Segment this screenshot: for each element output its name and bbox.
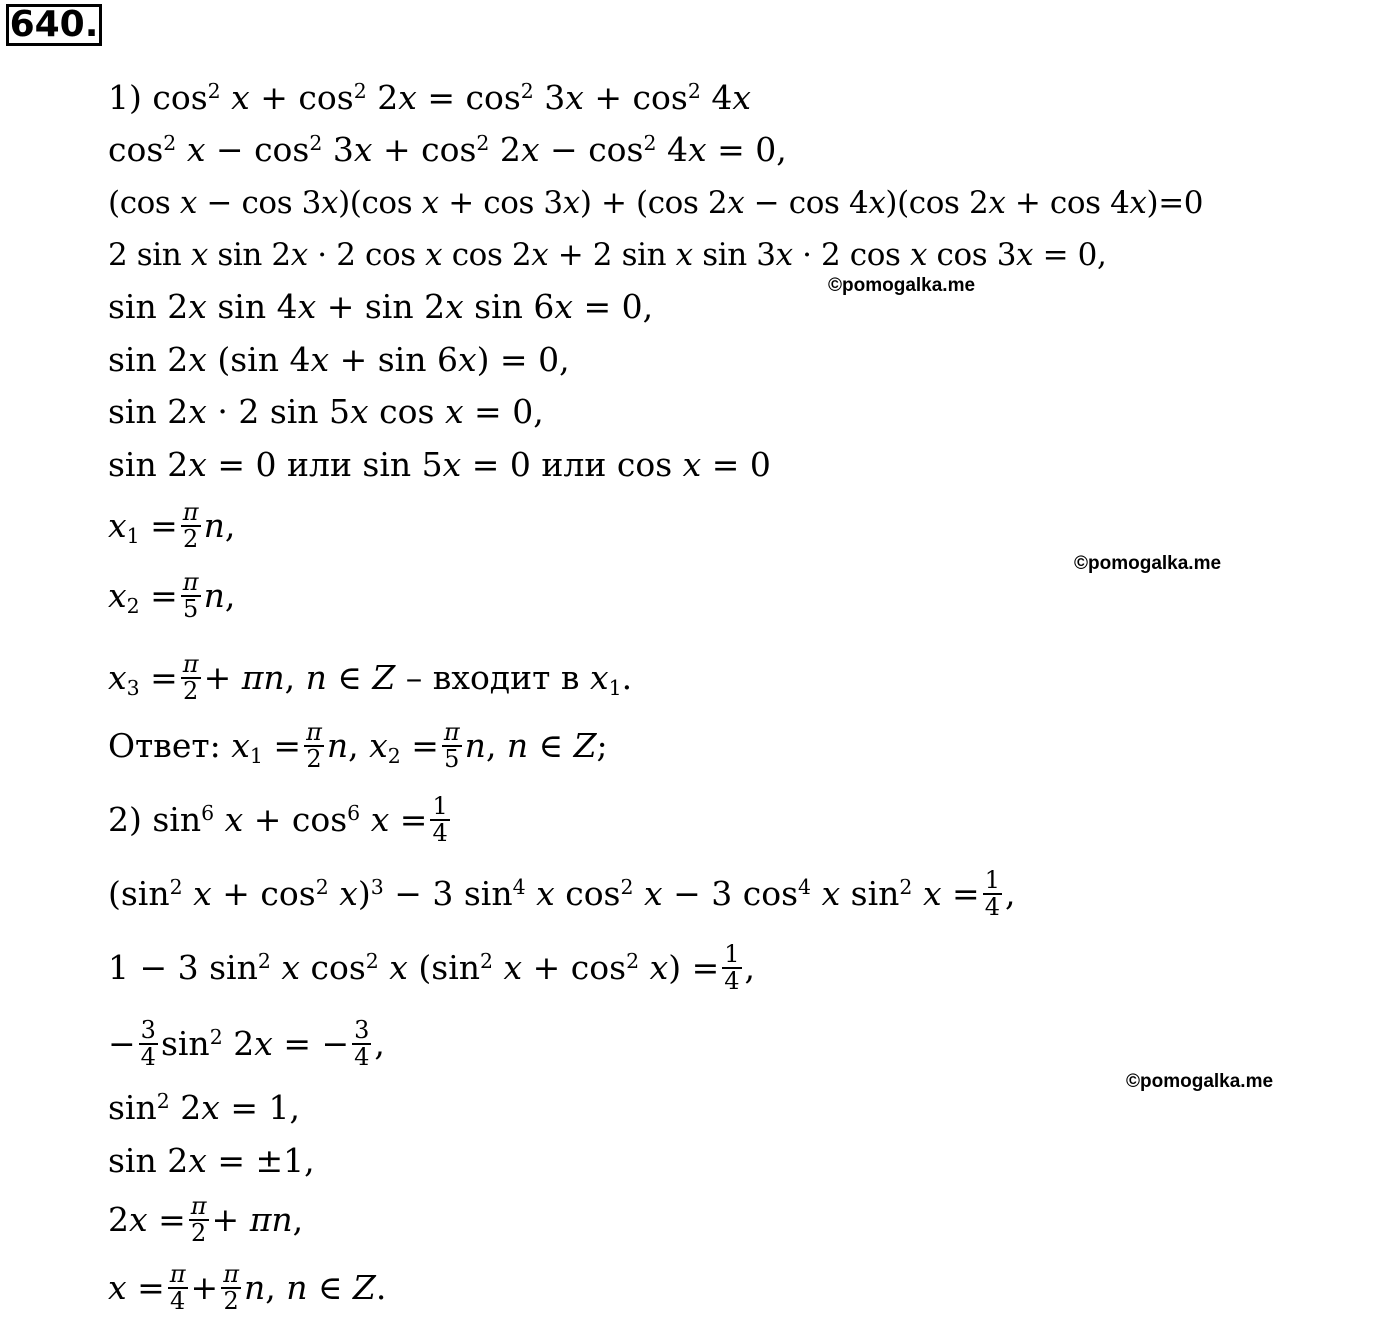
part-label: 1) (108, 78, 142, 117)
equation-line: (cos x − cos 3x)(cos x + cos 3x) + (cos 2x − cos 4x)(cos 2x + cos 4x)=0 (108, 185, 1204, 221)
fraction: $\frac{1}{4}$ (984, 866, 1000, 921)
equation-line: 2 sin x sin 2x · 2 cos x cos 2x + 2 sin x sin 3x · 2 cos x cos 3x = 0, (108, 237, 1107, 273)
fraction: $\frac{\pi}{2}$ (182, 498, 199, 553)
fraction: $\frac{\pi}{2}$ (223, 1260, 239, 1315)
equation-line: $x_3$ = $\frac{\pi}{2}$ + πn, n ∈ Z – входит в $x_1$. (108, 650, 633, 705)
answer-line: Ответ: $x_1$ = $\frac{\pi}{2}$ n, $x_2$ = $\frac{\pi}{5}$ n, n ∈ Z; (108, 718, 608, 773)
equation-line: $\sin^2 2x = 1$, (108, 1088, 301, 1127)
fraction: $\frac{\pi}{5}$ (443, 718, 460, 773)
fraction: $\frac{\pi}{2}$ (190, 1192, 207, 1247)
watermark: ©pomogalka.me (828, 275, 976, 296)
word-enters: входит в (432, 658, 580, 697)
equation-line: $\cos^2 x - \cos^2 3x + \cos^2 2x - \cos^2 4x = 0$, (108, 130, 787, 169)
fraction: $\frac{\pi}{2}$ (306, 718, 322, 773)
equation-line: sin 2x · 2 sin 5x cos x = 0, (108, 392, 544, 431)
equation-line: $x_1$ = $\frac{\pi}{2}$ n, (108, 498, 236, 553)
part-label: 2) (108, 800, 142, 839)
equation-line: sin 2x sin 4x + sin 2x sin 6x = 0, (108, 287, 654, 326)
equation-line: ($\sin^2$ $x + \cos^2 x)^3 - 3$ $\sin^4 x$ $\cos^2 x - 3$ $\cos^4 x$ $\sin^2 x$ = $\frac{1}{4}$ , (108, 866, 1016, 921)
watermark: ©pomogalka.me (1074, 553, 1222, 574)
fraction: $\frac{\pi}{5}$ (182, 568, 199, 623)
equation-line: 1) $\cos^2 x + \cos^2 2x = \cos^2 3x + \cos^2 4x$ (108, 78, 751, 117)
equation-line: sin 2x (sin 4x + sin 6x) = 0, (108, 340, 570, 379)
equation-line: 1 − 3 $\sin^2 x$ $\cos^2 x$ ($\sin^2$ $x + \cos^2 x$) = $\frac{1}{4}$ , (108, 940, 756, 995)
equation-line: 2x = $\frac{\pi}{2}$ + πn, (108, 1192, 304, 1247)
problem-number-box: 640. (6, 4, 102, 46)
equation-line: 2) $\sin^6 x + \cos^6 x$ = $\frac{1}{4}$ (108, 792, 448, 847)
word-or: или (286, 445, 352, 484)
fraction: $\frac{1}{4}$ (724, 940, 740, 995)
watermark: ©pomogalka.me (1126, 1071, 1274, 1092)
word-or: или (541, 445, 607, 484)
equation-line: x = $\frac{\pi}{4}$ + $\frac{\pi}{2}$ n, n ∈ Z. (108, 1260, 387, 1315)
fraction: $\frac{3}{4}$ (354, 1016, 370, 1071)
equation-line: sin 2x = 0 или sin 5x = 0 или cos x = 0 (108, 445, 771, 484)
equation-line: − $\frac{3}{4}$ $\sin^2 2x$ = − $\frac{3}{4}$ , (108, 1016, 385, 1071)
equation-line: $x_2$ = $\frac{\pi}{5}$ n, (108, 568, 236, 623)
equation-line: sin 2x = ±1, (108, 1141, 315, 1180)
fraction: $\frac{1}{4}$ (432, 792, 448, 847)
fraction: $\frac{3}{4}$ (140, 1016, 156, 1071)
fraction: $\frac{\pi}{2}$ (182, 650, 199, 705)
fraction: $\frac{\pi}{4}$ (169, 1260, 186, 1315)
answer-label: Ответ: (108, 726, 221, 765)
